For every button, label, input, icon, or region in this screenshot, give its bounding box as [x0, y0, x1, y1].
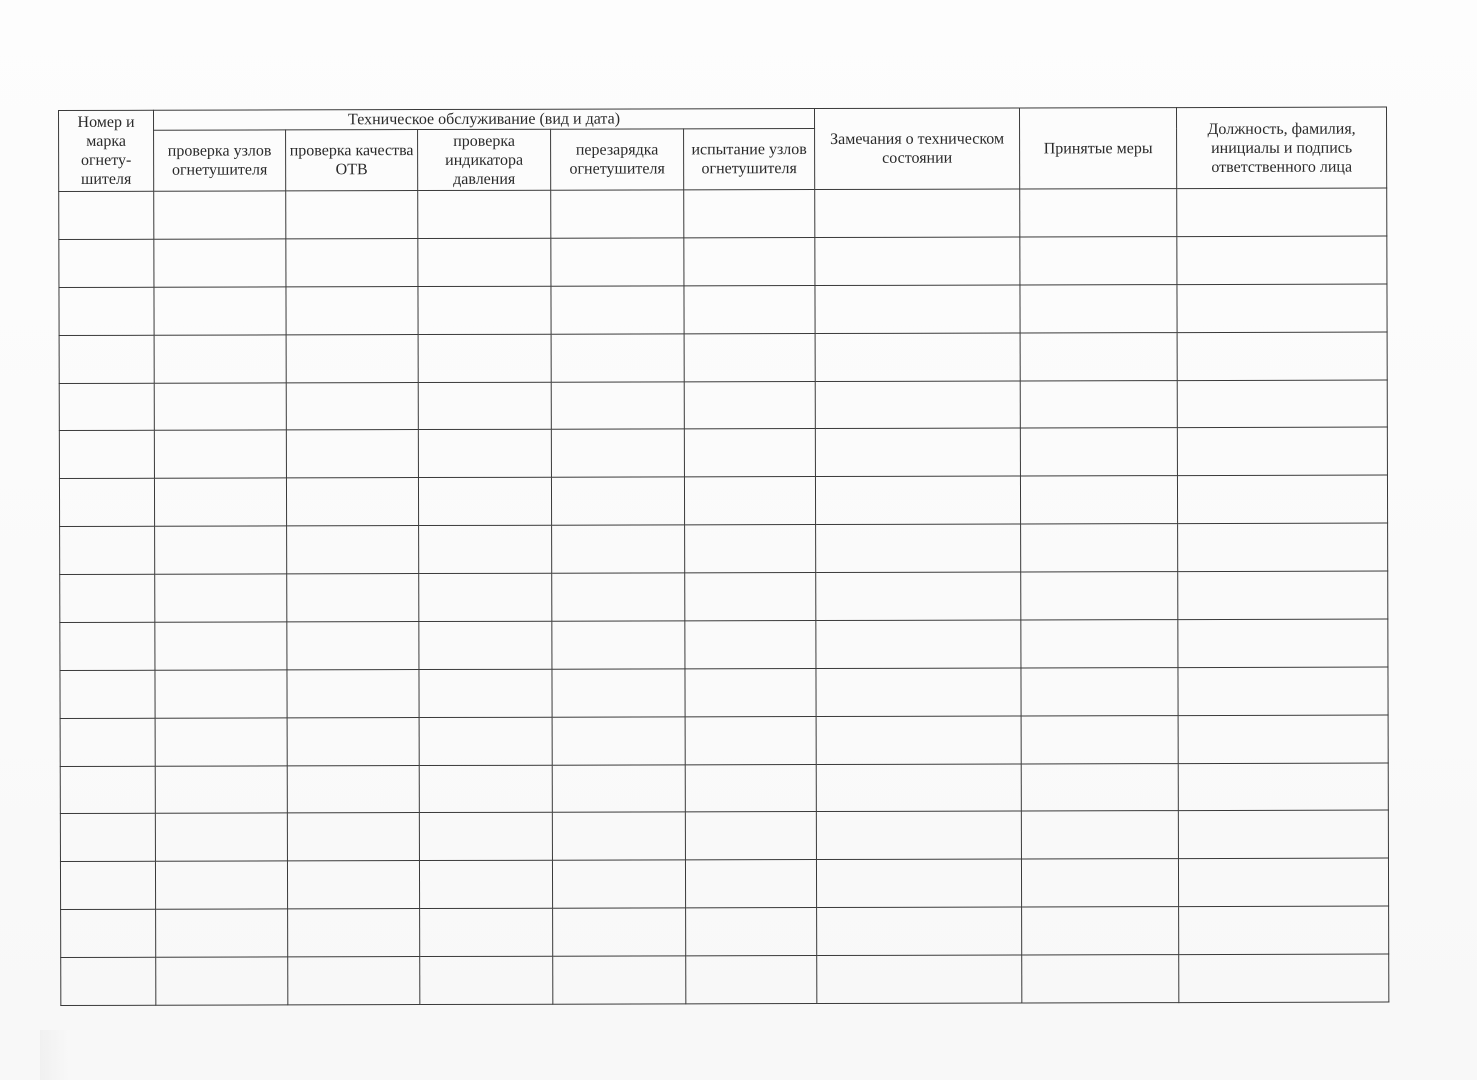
- empty-cell: [60, 526, 155, 574]
- empty-cell: [154, 191, 286, 239]
- table-row: [60, 858, 1388, 909]
- empty-cell: [419, 525, 552, 573]
- empty-cell: [684, 381, 815, 429]
- empty-cell: [418, 190, 551, 238]
- empty-cell: [420, 956, 553, 1004]
- empty-cell: [419, 669, 552, 717]
- empty-cell: [1178, 523, 1388, 571]
- empty-cell: [59, 239, 154, 287]
- empty-cell: [815, 333, 1020, 381]
- empty-cell: [287, 765, 419, 813]
- empty-cell: [60, 574, 155, 622]
- empty-cell: [1177, 427, 1387, 475]
- empty-cell: [1179, 954, 1389, 1003]
- empty-cell: [155, 574, 287, 622]
- empty-cell: [1178, 763, 1388, 811]
- empty-cell: [59, 431, 154, 479]
- empty-cell: [816, 716, 1021, 764]
- empty-cell: [551, 381, 684, 429]
- empty-cell: [1177, 284, 1387, 332]
- table-row: [60, 571, 1388, 622]
- empty-cell: [418, 286, 551, 334]
- empty-cell: [551, 333, 684, 381]
- empty-cell: [419, 860, 552, 908]
- header-number-and-brand: Номер и марка огнету-шителя: [59, 110, 154, 191]
- empty-cell: [155, 670, 287, 718]
- empty-cell: [1020, 189, 1177, 237]
- empty-cell: [685, 573, 816, 621]
- empty-cell: [815, 428, 1020, 476]
- empty-cell: [59, 287, 154, 335]
- empty-cell: [1022, 955, 1179, 1003]
- empty-cell: [1178, 810, 1388, 858]
- empty-cell: [552, 812, 685, 860]
- empty-cell: [1179, 906, 1389, 954]
- table-row: [60, 763, 1388, 814]
- empty-cell: [1178, 715, 1388, 763]
- empty-cell: [684, 285, 815, 333]
- empty-cell: [817, 955, 1022, 1004]
- header-responsible: Должность, фамилия, инициалы и подпись ответственного лица: [1177, 107, 1387, 189]
- empty-cell: [61, 957, 156, 1005]
- empty-cell: [419, 717, 552, 765]
- empty-cell: [551, 190, 684, 238]
- empty-cell: [60, 622, 155, 670]
- empty-cell: [154, 239, 286, 287]
- empty-cell: [551, 477, 684, 525]
- empty-cell: [816, 668, 1021, 716]
- empty-cell: [1178, 858, 1388, 906]
- empty-cell: [685, 668, 816, 716]
- empty-cell: [418, 238, 551, 286]
- empty-cell: [551, 429, 684, 477]
- empty-cell: [1021, 572, 1178, 620]
- empty-cell: [816, 763, 1021, 811]
- empty-cell: [685, 716, 816, 764]
- empty-cell: [1021, 524, 1178, 572]
- empty-cell: [684, 190, 815, 238]
- empty-cell: [287, 574, 419, 622]
- empty-cell: [1178, 571, 1388, 619]
- empty-cell: [418, 334, 551, 382]
- empty-cell: [1020, 428, 1177, 476]
- empty-cell: [419, 621, 552, 669]
- empty-cell: [553, 908, 686, 956]
- empty-cell: [286, 478, 418, 526]
- empty-cell: [816, 572, 1021, 620]
- empty-cell: [155, 526, 287, 574]
- empty-cell: [685, 860, 816, 908]
- empty-cell: [1020, 380, 1177, 428]
- empty-cell: [816, 620, 1021, 668]
- empty-cell: [685, 812, 816, 860]
- empty-cell: [1177, 380, 1387, 428]
- empty-cell: [155, 718, 287, 766]
- table-row: [59, 188, 1387, 239]
- empty-cell: [684, 477, 815, 525]
- empty-cell: [154, 430, 286, 478]
- empty-cell: [59, 335, 154, 383]
- empty-cell: [552, 860, 685, 908]
- empty-cell: [1020, 284, 1177, 332]
- empty-cell: [61, 909, 156, 957]
- empty-cell: [60, 861, 155, 909]
- empty-cell: [1020, 476, 1177, 524]
- header-check-nodes: проверка узлов огнетушителя: [154, 130, 286, 191]
- table-row: [60, 667, 1388, 718]
- empty-cell: [552, 716, 685, 764]
- table-row: [60, 810, 1388, 861]
- empty-cell: [1177, 475, 1387, 523]
- empty-cell: [1021, 619, 1178, 667]
- empty-cell: [419, 573, 552, 621]
- empty-cell: [685, 764, 816, 812]
- table-row: [59, 236, 1387, 287]
- empty-cell: [1021, 763, 1178, 811]
- empty-cell: [156, 909, 288, 957]
- empty-cell: [286, 286, 418, 334]
- empty-cell: [685, 525, 816, 573]
- empty-cell: [59, 191, 154, 239]
- empty-cell: [286, 334, 418, 382]
- empty-cell: [1022, 907, 1179, 955]
- empty-cell: [154, 382, 286, 430]
- empty-cell: [1178, 619, 1388, 667]
- empty-cell: [684, 237, 815, 285]
- empty-cell: [286, 191, 418, 239]
- table-row: [59, 284, 1387, 335]
- empty-cell: [1178, 667, 1388, 715]
- header-check-quality: проверка качества ОТВ: [286, 130, 418, 191]
- empty-cell: [816, 811, 1021, 859]
- empty-cell: [60, 814, 155, 862]
- header-check-indicator: проверка индикатора давления: [418, 129, 551, 190]
- empty-cell: [59, 383, 154, 431]
- empty-cell: [686, 908, 817, 956]
- empty-cell: [552, 764, 685, 812]
- empty-cell: [287, 669, 419, 717]
- empty-cell: [552, 669, 685, 717]
- table-row: [59, 427, 1387, 478]
- empty-cell: [287, 526, 419, 574]
- table-row: [60, 523, 1388, 574]
- header-recharge: перезарядка огнетушителя: [551, 129, 684, 190]
- empty-cell: [815, 285, 1020, 333]
- empty-cell: [288, 909, 420, 957]
- empty-cell: [155, 765, 287, 813]
- empty-cell: [815, 189, 1020, 237]
- empty-cell: [552, 525, 685, 573]
- empty-cell: [419, 813, 552, 861]
- empty-cell: [60, 670, 155, 718]
- header-measures: Принятые меры: [1020, 108, 1177, 189]
- empty-cell: [1177, 236, 1387, 284]
- table-row: [59, 475, 1387, 526]
- empty-cell: [1021, 715, 1178, 763]
- empty-cell: [1177, 188, 1387, 236]
- log-body: [59, 188, 1389, 1005]
- empty-cell: [287, 717, 419, 765]
- empty-cell: [154, 478, 286, 526]
- empty-cell: [155, 861, 287, 909]
- empty-cell: [286, 382, 418, 430]
- empty-cell: [816, 859, 1021, 907]
- empty-cell: [418, 430, 551, 478]
- empty-cell: [551, 238, 684, 286]
- table-row: [61, 954, 1389, 1005]
- table-row: [61, 906, 1389, 957]
- empty-cell: [155, 622, 287, 670]
- empty-cell: [1020, 236, 1177, 284]
- empty-cell: [287, 861, 419, 909]
- empty-cell: [1177, 332, 1387, 380]
- empty-cell: [155, 813, 287, 861]
- empty-cell: [286, 430, 418, 478]
- extinguisher-maintenance-log: [58, 107, 1388, 1006]
- empty-cell: [418, 382, 551, 430]
- empty-cell: [60, 718, 155, 766]
- empty-cell: [1020, 332, 1177, 380]
- empty-cell: [59, 478, 154, 526]
- empty-cell: [817, 907, 1022, 955]
- empty-cell: [60, 766, 155, 814]
- table-row: [59, 380, 1387, 431]
- empty-cell: [685, 620, 816, 668]
- scan-edge-shadow: [40, 1030, 70, 1080]
- table-row: [60, 715, 1388, 766]
- empty-cell: [1021, 667, 1178, 715]
- empty-cell: [816, 524, 1021, 572]
- empty-cell: [815, 237, 1020, 285]
- empty-cell: [288, 957, 420, 1005]
- empty-cell: [1021, 859, 1178, 907]
- empty-cell: [552, 573, 685, 621]
- empty-cell: [286, 238, 418, 286]
- empty-cell: [287, 813, 419, 861]
- empty-cell: [419, 765, 552, 813]
- header-remarks: Замечания о техническом состоянии: [815, 108, 1020, 190]
- empty-cell: [552, 621, 685, 669]
- empty-cell: [815, 380, 1020, 428]
- log-table: [58, 107, 1389, 1006]
- empty-cell: [420, 908, 553, 956]
- empty-cell: [156, 957, 288, 1005]
- empty-cell: [684, 429, 815, 477]
- empty-cell: [1021, 811, 1178, 859]
- header-test-nodes: испытание узлов огнетушителя: [684, 129, 815, 190]
- empty-cell: [686, 956, 817, 1004]
- header-maintenance-group: Техническое обслуживание (вид и дата): [154, 109, 815, 131]
- empty-cell: [551, 286, 684, 334]
- empty-cell: [815, 476, 1020, 524]
- table-row: [59, 332, 1387, 383]
- empty-cell: [287, 621, 419, 669]
- empty-cell: [154, 335, 286, 383]
- empty-cell: [553, 956, 686, 1004]
- empty-cell: [418, 477, 551, 525]
- table-row: [60, 619, 1388, 670]
- empty-cell: [684, 333, 815, 381]
- empty-cell: [154, 287, 286, 335]
